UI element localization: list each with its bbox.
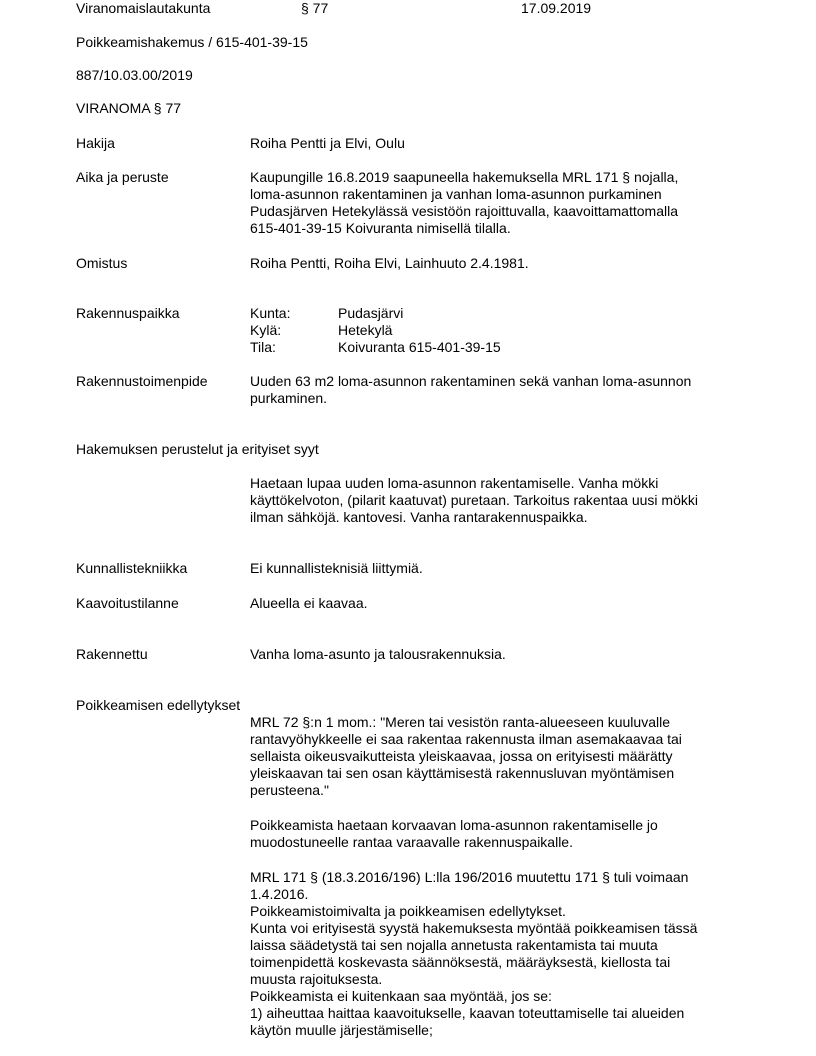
header-date: 17.09.2019 (521, 0, 592, 16)
built-label: Rakennettu (76, 646, 148, 662)
exception-conditions-heading: Poikkeamisen edellytykset (76, 697, 241, 713)
text-line: MRL 171 § (18.3.2016/196) L:lla 196/2016 muutettu 171 § tuli voimaan (250, 869, 689, 885)
text-line: purkaminen. (250, 390, 328, 406)
ownership-label: Omistus (76, 255, 128, 271)
text-line: Kaupungille 16.8.2019 saapuneella hakemuksella MRL 171 § nojalla, (250, 169, 679, 185)
site-key-kunta: Kunta: (250, 305, 291, 321)
grounds-heading: Hakemuksen perustelut ja erityiset syyt (76, 441, 319, 457)
time-basis-text (250, 169, 678, 237)
building-action-label: Rakennustoimenpide (76, 373, 208, 389)
text-line: Poikkeamista haetaan korvaavan loma-asunnon rakentamiselle jo (250, 817, 658, 833)
text-line: laissa säädetystä tai sen nojalla annetusta rakentamista tai muuta (250, 937, 658, 953)
time-basis-label: Aika ja peruste (76, 169, 169, 185)
text-line: sellaista oikeusvaikutteista yleiskaavaa, jossa on erityisesti määrätty (250, 748, 673, 764)
text-line: muusta rajoituksesta. (250, 971, 383, 987)
exception-law-text (250, 869, 697, 1039)
building-action-text (250, 373, 691, 407)
text-line: muodostuneelle rantaa varaavalle rakennuspaikalle. (250, 834, 573, 850)
exception-quote (250, 714, 682, 799)
text-line: 615-401-39-15 Koivuranta nimisellä tilalla. (250, 220, 511, 236)
zoning-label: Kaavoitustilanne (76, 595, 179, 611)
exception-request (250, 817, 658, 851)
text-line: rantavyöhykkeelle ei saa rakentaa rakennusta ilman asemakaavaa tai (250, 731, 682, 747)
building-site-label: Rakennuspaikka (76, 305, 180, 321)
built-value: Vanha loma-asunto ja talousrakennuksia. (250, 646, 506, 662)
application-title: Poikkeamishakemus / 615-401-39-15 (76, 34, 308, 50)
text-line: ilman sähköjä. kantovesi. Vanha rantarakennuspaikka. (250, 509, 588, 525)
applicant-label: Hakija (76, 135, 115, 151)
grounds-text (250, 475, 698, 526)
text-line: MRL 72 §:n 1 mom.: "Meren tai vesistön ranta-alueeseen kuuluvalle (250, 714, 670, 730)
text-line: käyttökelvoton, (pilarit kaatuvat) puretaan. Tarkoitus rakentaa uusi mökki (250, 492, 698, 508)
municipal-engineering-label: Kunnallistekniikka (76, 560, 188, 576)
reference-number: 887/10.03.00/2019 (76, 67, 193, 83)
applicant-value: Roiha Pentti ja Elvi, Oulu (250, 135, 405, 151)
text-line: 1.4.2016. (250, 886, 309, 902)
text-line: Uuden 63 m2 loma-asunnon rakentaminen sekä vanhan loma-asunnon (250, 373, 692, 389)
text-line: Poikkeamista ei kuitenkaan saa myöntää, jos se: (250, 988, 552, 1004)
text-line: loma-asunnon rakentaminen ja vanhan loma-asunnon purkaminen (250, 186, 662, 202)
municipal-engineering-value: Ei kunnallisteknisiä liittymiä. (250, 560, 423, 576)
text-line: Pudasjärven Hetekylässä vesistöön rajoittuvalla, kaavoittamattomalla (250, 203, 678, 219)
text-line: Haetaan lupaa uuden loma-asunnon rakentamiselle. Vanha mökki (250, 475, 659, 491)
text-line: Poikkeamistoimivalta ja poikkeamisen edellytykset. (250, 903, 566, 919)
site-value-tila: Koivuranta 615-401-39-15 (338, 339, 501, 355)
text-line: käytön muulle järjestämiselle; (250, 1022, 433, 1038)
site-value-kunta: Pudasjärvi (338, 305, 404, 321)
text-line: 1) aiheuttaa haittaa kaavoitukselle, kaavan toteuttamiselle tai alueiden (250, 1005, 685, 1021)
ownership-value: Roiha Pentti, Roiha Elvi, Lainhuuto 2.4.1981. (250, 255, 529, 271)
site-key-tila: Tila: (250, 339, 276, 355)
text-line: Kunta voi erityisestä syystä hakemuksesta myöntää poikkeamisen tässä (250, 920, 698, 936)
header-organization: Viranomaislautakunta (76, 0, 211, 16)
header-section: § 77 (301, 0, 329, 16)
text-line: yleiskaavan tai sen osan käyttämisestä rakennusluvan myöntämisen (250, 765, 675, 781)
text-line: toimenpidettä koskevasta säännöksestä, määräyksestä, kiellosta tai (250, 954, 671, 970)
text-line: perusteena." (250, 782, 329, 798)
site-value-kyla: Hetekylä (338, 322, 393, 338)
zoning-value: Alueella ei kaavaa. (250, 595, 368, 611)
site-key-kyla: Kylä: (250, 322, 282, 338)
section-heading: VIRANOMA § 77 (76, 100, 182, 116)
